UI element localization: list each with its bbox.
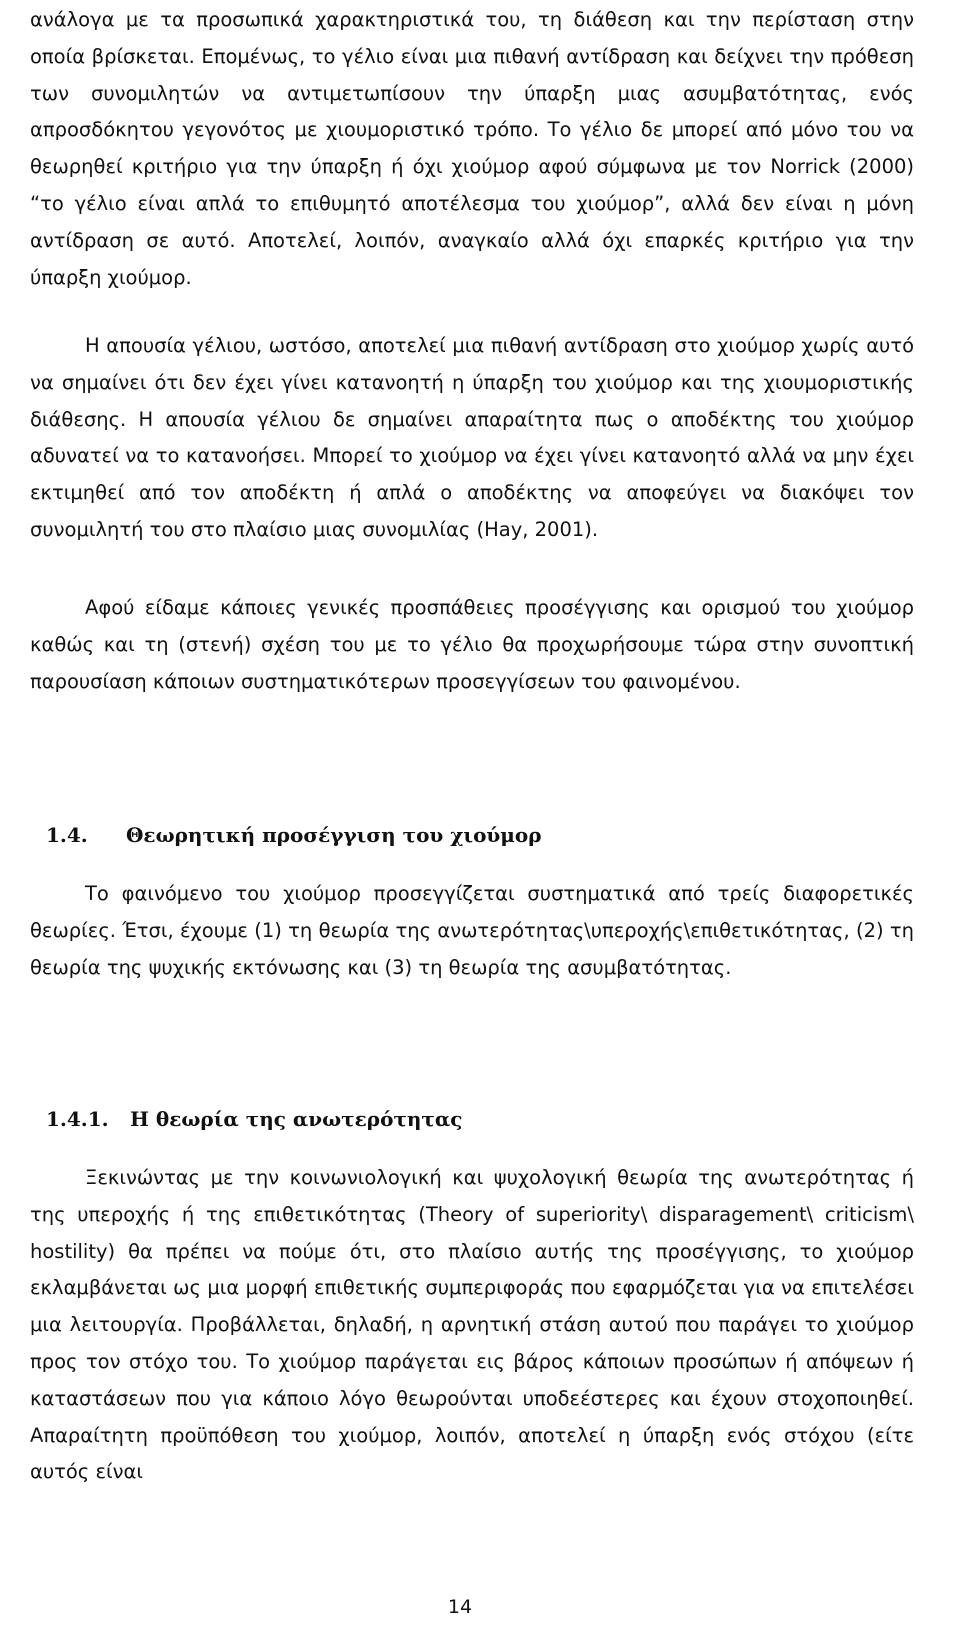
subsection-number: 1.4.1. — [46, 1107, 109, 1131]
paragraph-transition: Αφού είδαμε κάποιες γενικές προσπάθειες προσέγγισης και ορισμού του χιούμορ καθώς και τη (στενή) σχέση του με το γέλιο θα προχωρήσουμε τώρα στην συνοπτική παρουσίαση κάποιων συστηματικότερων προσεγγίσεων του φαινομένου. — [30, 596, 914, 693]
paragraph-continuation: ανάλογα με τα προσωπικά χαρακτηριστικά του, τη διάθεση και την περίσταση στην οποία βρίσκεται. Επομένως, το γέλιο είναι μια πιθανή αντίδραση και δείχνει την πρόθεση των συνομιλητών να αντιμετωπίσουν την ύπαρξη μιας ασυμβατότητας, ενός απροσδόκητου γεγονότος με χιουμοριστικό τρόπο. Το γέλιο δε μπορεί από μόνο του να θεωρηθεί κριτήριο για την ύπαρξη ή όχι χιούμορ αφού σύμφωνα με τον Norrick (2000) “το γέλιο είναι απλά το επιθυμητό αποτέλεσμα του χιούμορ”, αλλά δεν είναι η μόνη αντίδραση σε αυτό. Αποτελεί, λοιπόν, αναγκαίο αλλά όχι επαρκές κριτήριο για την ύπαρξη χιούμορ. — [30, 8, 914, 289]
document-page — [30, 0, 914, 1643]
paragraph-superiority-theory: Ξεκινώντας με την κοινωνιολογική και ψυχολογική θεωρία της ανωτερότητας ή της υπεροχής ή της επιθετικότητας (Theory of superiority\ disparagement\ criticism\ hostility) θα πρέπει να πούμε ότι, στο πλαίσιο αυτής της προσέγγισης, το χιούμορ εκλαμβάνεται ως μια μορφή επιθετικής συμπεριφοράς που εφαρμόζεται για να επιτελέσει μια λειτουργία. Προβάλλεται, δηλαδή, η αρνητική στάση αυτού που παράγει το χιούμορ προς τον στόχο του. Το χιούμορ παράγεται εις βάρος κάποιων προσώπων ή απόψεων ή καταστάσεων που για κάποιο λόγο θεωρούνται υποδεέστερες και έχουν στοχοποιηθεί. Απαραίτητη προϋπόθεση του χιούμορ, λοιπόν, αποτελεί η ύπαρξη ενός στόχου (είτε αυτός είναι — [30, 1166, 914, 1484]
section-title: Θεωρητική προσέγγιση του χιούμορ — [126, 823, 542, 847]
subsection-heading — [46, 1107, 462, 1131]
subsection-title: Η θεωρία της ανωτερότητας — [130, 1107, 463, 1131]
paragraph-laughter-absence: Η απουσία γέλιου, ωστόσο, αποτελεί μια πιθανή αντίδραση στο χιούμορ χωρίς αυτό να σημαίνει ότι δεν έχει γίνει κατανοητή η ύπαρξη του χιούμορ και της χιουμοριστικής διάθεσης. Η απουσία γέλιου δε σημαίνει απαραίτητα πως ο αποδέκτης του χιούμορ αδυνατεί να το κατανοήσει. Μπορεί το χιούμορ να έχει γίνει κατανοητό αλλά να μην έχει εκτιμηθεί από τον αποδέκτη ή απλά ο αποδέκτης να αποφεύγει να διακόψει τον συνομιλητή του στο πλαίσιο μιας συνομιλίας (Hay, 2001). — [30, 334, 914, 541]
section-number: 1.4. — [46, 823, 88, 847]
paragraph-three-theories: Το φαινόμενο του χιούμορ προσεγγίζεται συστηματικά από τρείς διαφορετικές θεωρίες. Έτσι, έχουμε (1) τη θεωρία της ανωτερότητας\υπεροχής\επιθετικότητας, (2) τη θεωρία της ψυχικής εκτόνωσης και (3) τη θεωρία της ασυμβατότητας. — [30, 882, 914, 979]
section-heading — [46, 823, 542, 847]
page-number: 14 — [447, 1596, 473, 1618]
